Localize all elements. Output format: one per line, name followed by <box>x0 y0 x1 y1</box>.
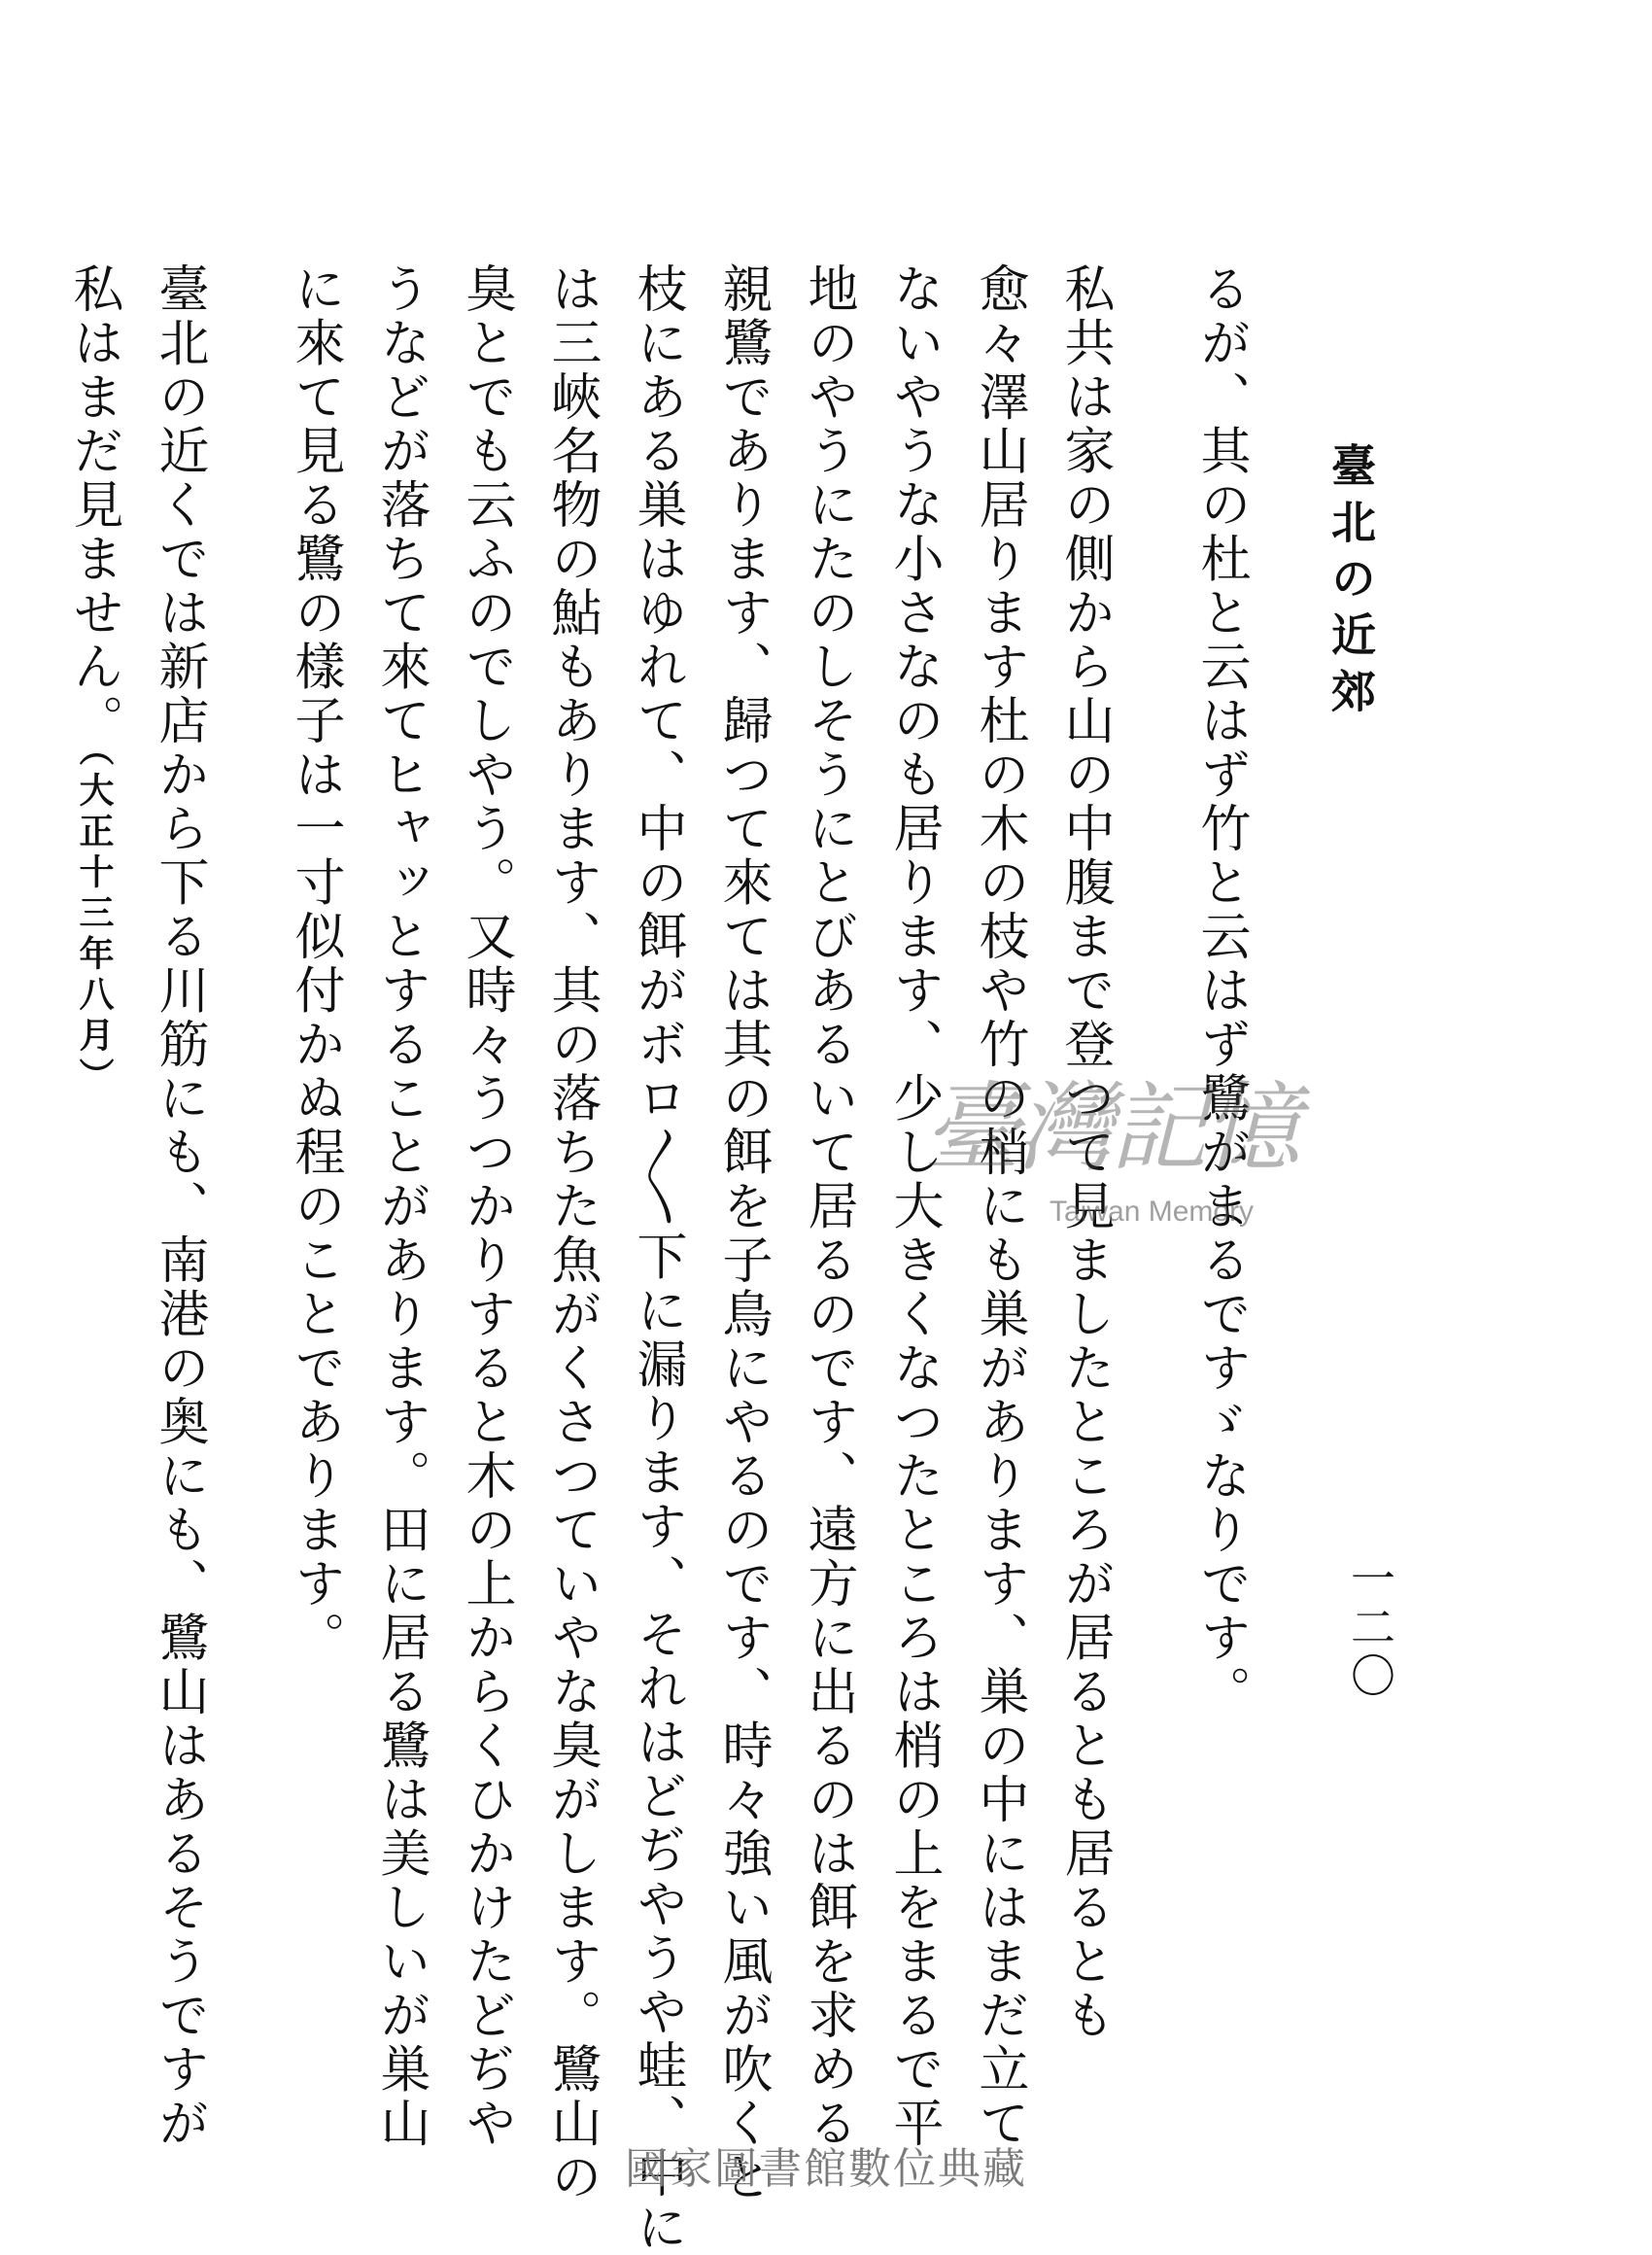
text-column: 愈々澤山居ります杜の木の枝や竹の梢にも巣があります、巣の中にはまだ立て <box>970 262 1028 2151</box>
text-column: 親鷺であります、歸つて來ては其の餌を子鳥にやるのです、時々強い風が吹くと <box>713 262 772 2204</box>
text-column: るが、其の杜と云はず竹と云はず鷺がまるですゞなりです。 <box>1191 262 1250 1719</box>
dateline: （大正十三年八月） <box>74 747 114 1098</box>
watermark-logo-text: 臺灣記憶 <box>923 1071 1296 1185</box>
text-column: 臺北の近くでは新店から下る川筋にも、南港の奥にも、鷺山はあるそうですが <box>150 262 208 2151</box>
text-column: 臭とでも云ふのでしやう。又時々うつかりすると木の上からくひかけたどぢや <box>457 262 515 2151</box>
watermark-subtitle: Taiwan Memory <box>1050 1196 1255 1228</box>
page-number: 一二〇 <box>1344 1555 1396 1701</box>
text-column: 地のやうにたのしそうにとびあるいて居るのです、遠方に出るのは餌を求める <box>799 262 857 2151</box>
text-column: に來て見る鷺の樣子は一寸似付かぬ程のことであります。 <box>286 262 344 1665</box>
closing-sentence: 私はまだ見ません。 <box>64 262 122 748</box>
text-column: は三峽名物の鮎もあります、其の落ちた魚がくさつていやな臭がします。鷺山の <box>542 262 601 2204</box>
text-column-last <box>51 262 136 1759</box>
source-footer: 國家圖書館數位典藏 <box>625 2144 1027 2194</box>
text-column: うなどが落ちて來てヒャッとすることがあります。田に居る鷺は美しいが巣山 <box>371 262 430 2151</box>
text-column: ないやうな小さなのも居ります、少し大きくなつたところは梢の上をまるで平 <box>884 262 943 2151</box>
text-column: 枝にある巣はゆれて、中の餌がボロ〳〵下に漏ります、それはどぢやうや蛙、中に <box>628 262 686 2255</box>
watermark-logo <box>923 1050 1331 1283</box>
running-title: 臺北の近郊 <box>1325 442 1377 724</box>
text-column: 私共は家の側から山の中腹まで登つて見ましたところが居るとも居るとも <box>1055 262 1114 2043</box>
